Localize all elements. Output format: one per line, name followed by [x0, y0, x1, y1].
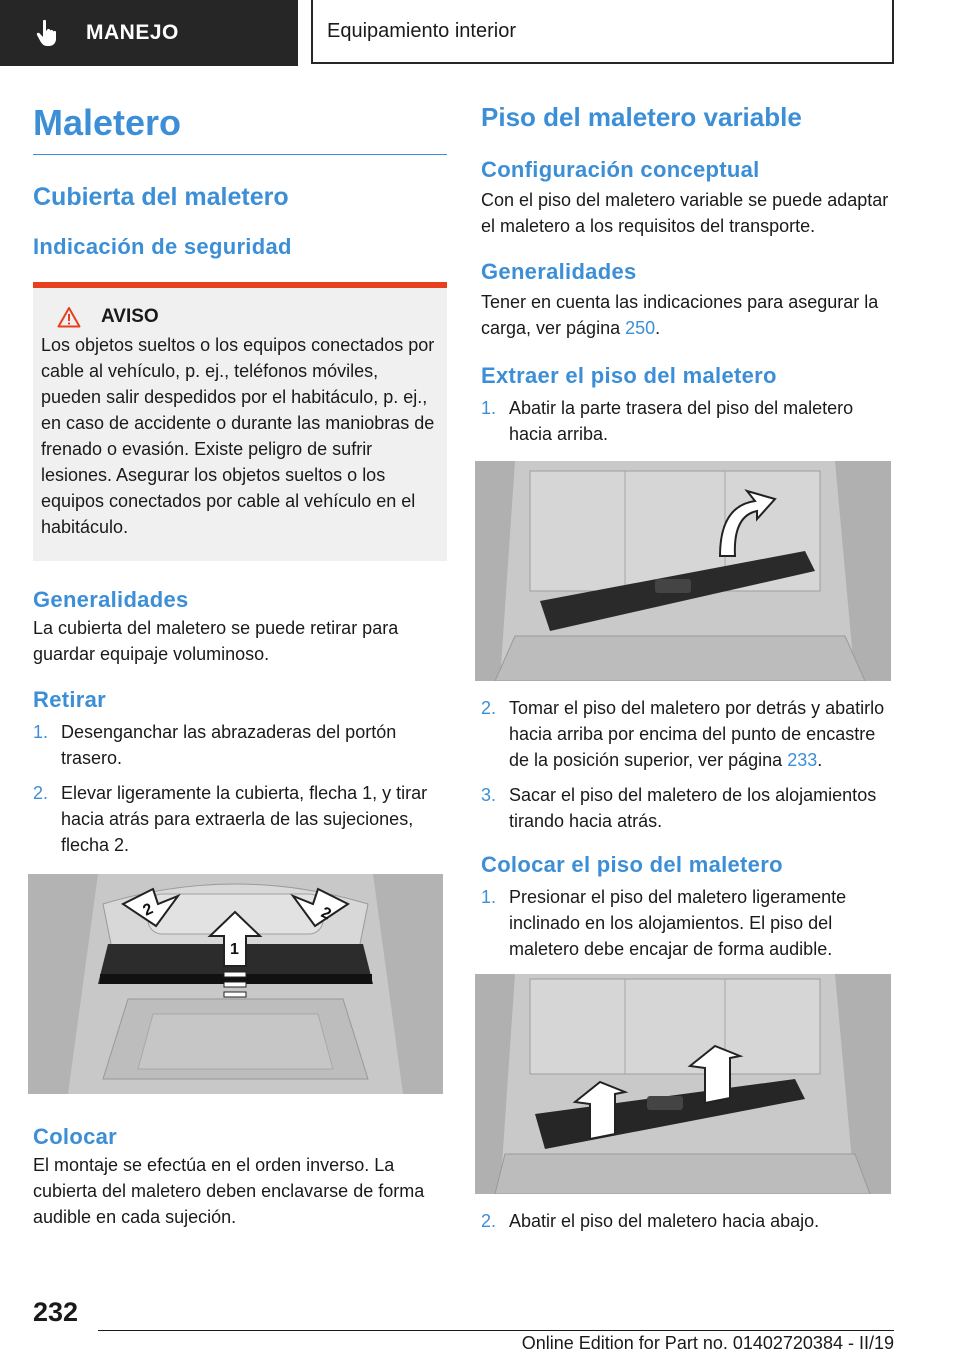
extract-steps-b	[481, 695, 895, 834]
step-text	[509, 695, 895, 773]
page-header	[0, 0, 960, 66]
remove-heading: Retirar	[33, 687, 107, 712]
remove-steps	[33, 719, 447, 858]
warning-header	[41, 306, 435, 328]
warning-label: AVISO	[101, 306, 159, 327]
general-text-right	[481, 289, 895, 341]
extract-steps-a	[481, 395, 895, 447]
list-item	[481, 695, 895, 773]
floor-lift-illustration	[475, 461, 891, 681]
section-heading-floor: Piso del maletero variable	[481, 102, 802, 132]
install-heading: Colocar	[33, 1124, 118, 1149]
arrow-label-1: 1	[230, 941, 239, 958]
floor-lift-photo	[475, 461, 891, 681]
general-text-after: .	[655, 318, 661, 338]
step-number: 2.	[33, 783, 49, 803]
step-text: Sacar el piso del maletero de los alojamientos tirando hacia atrás.	[509, 785, 877, 831]
right-column	[481, 96, 895, 1243]
page-number: 232	[33, 1297, 79, 1327]
step-text: Abatir el piso del maletero hacia abajo.	[509, 1211, 820, 1231]
floor-insert-photo	[475, 974, 891, 1194]
left-column	[33, 96, 447, 1230]
list-item	[481, 395, 895, 447]
page-link-250[interactable]: 250	[625, 318, 656, 338]
trunk-cover-illustration	[28, 874, 443, 1094]
step-text: Desenganchar las abrazaderas del portón trasero.	[61, 722, 397, 768]
list-item	[33, 780, 447, 858]
floor-insert-illustration	[475, 974, 891, 1194]
step-text: Elevar ligeramente la cubierta, flecha 1, y tirar hacia atrás para extraerla de las sujeciones, flecha 2.	[61, 783, 428, 855]
step-number: 1.	[481, 398, 497, 418]
warning-triangle-icon	[57, 306, 81, 328]
general-heading-right: Generalidades	[481, 259, 637, 284]
warning-box	[33, 282, 447, 561]
general-text-before: Tener en cuenta las indicaciones para asegurar la carga, ver página	[481, 292, 879, 338]
list-item	[33, 719, 447, 771]
step-number: 2.	[481, 698, 497, 718]
place-steps-a	[481, 884, 895, 962]
step-number: 1.	[481, 887, 497, 907]
list-item	[481, 1208, 895, 1234]
step-number: 2.	[481, 1211, 497, 1231]
step-number: 1.	[33, 722, 49, 742]
warning-text: Los objetos sueltos o los equipos conectados por cable al vehículo, p. ej., teléfonos móviles, pueden salir despedidos por el habitáculo, p. ej., en caso de accidente o durante las maniobras de frenado o evasión. Existe peligro de sufrir lesiones. Asegurar los objetos sueltos o los equipos conectados por cable al vehículo en el habitáculo.	[41, 335, 435, 537]
edition-note: Online Edition for Part no. 01402720384 - II/19	[521, 1333, 894, 1353]
step-text: Abatir la parte trasera del piso del maletero hacia arriba.	[509, 398, 854, 444]
step-number: 3.	[481, 785, 497, 805]
concept-text: Con el piso del maletero variable se puede adaptar el maletero a los requisitos del transporte.	[481, 190, 889, 236]
footer-divider	[98, 1330, 894, 1331]
concept-heading: Configuración conceptual	[481, 157, 760, 182]
arrow-label-2-right: 2	[318, 904, 334, 924]
step-text-before: Tomar el piso del maletero por detrás y abatirlo hacia arriba por encima del punto de encastre de la posición superior, ver página	[509, 698, 885, 770]
section-heading-cover: Cubierta del maletero	[33, 183, 289, 211]
list-item	[481, 884, 895, 962]
general-text: La cubierta del maletero se puede retirar para guardar equipaje voluminoso.	[33, 618, 399, 664]
trunk-cover-photo	[28, 874, 443, 1094]
place-steps-b	[481, 1208, 895, 1234]
extract-heading: Extraer el piso del maletero	[481, 363, 777, 388]
step-text-after: .	[817, 750, 823, 770]
section-tab[interactable]	[0, 0, 298, 66]
safety-heading: Indicación de seguridad	[33, 234, 292, 259]
chapter-tab[interactable]	[311, 0, 894, 64]
section-tab-label: MANEJO	[86, 21, 179, 44]
chapter-tab-label: Equipamiento interior	[327, 19, 516, 42]
page-link-233[interactable]: 233	[787, 750, 818, 770]
place-heading: Colocar el piso del maletero	[481, 852, 783, 877]
hand-pointer-icon	[34, 18, 64, 48]
list-item	[481, 782, 895, 834]
step-text: Presionar el piso del maletero ligeramente inclinado en los alojamientos. El piso del maletero debe encajar de forma audible.	[509, 887, 847, 959]
page-title: Maletero	[33, 96, 447, 155]
general-heading: Generalidades	[33, 587, 189, 612]
arrow-label-2-left: 2	[140, 900, 156, 920]
install-text: El montaje se efectúa en el orden inverso. La cubierta del maletero deben enclavarse de forma audible en cada sujeción.	[33, 1155, 425, 1227]
